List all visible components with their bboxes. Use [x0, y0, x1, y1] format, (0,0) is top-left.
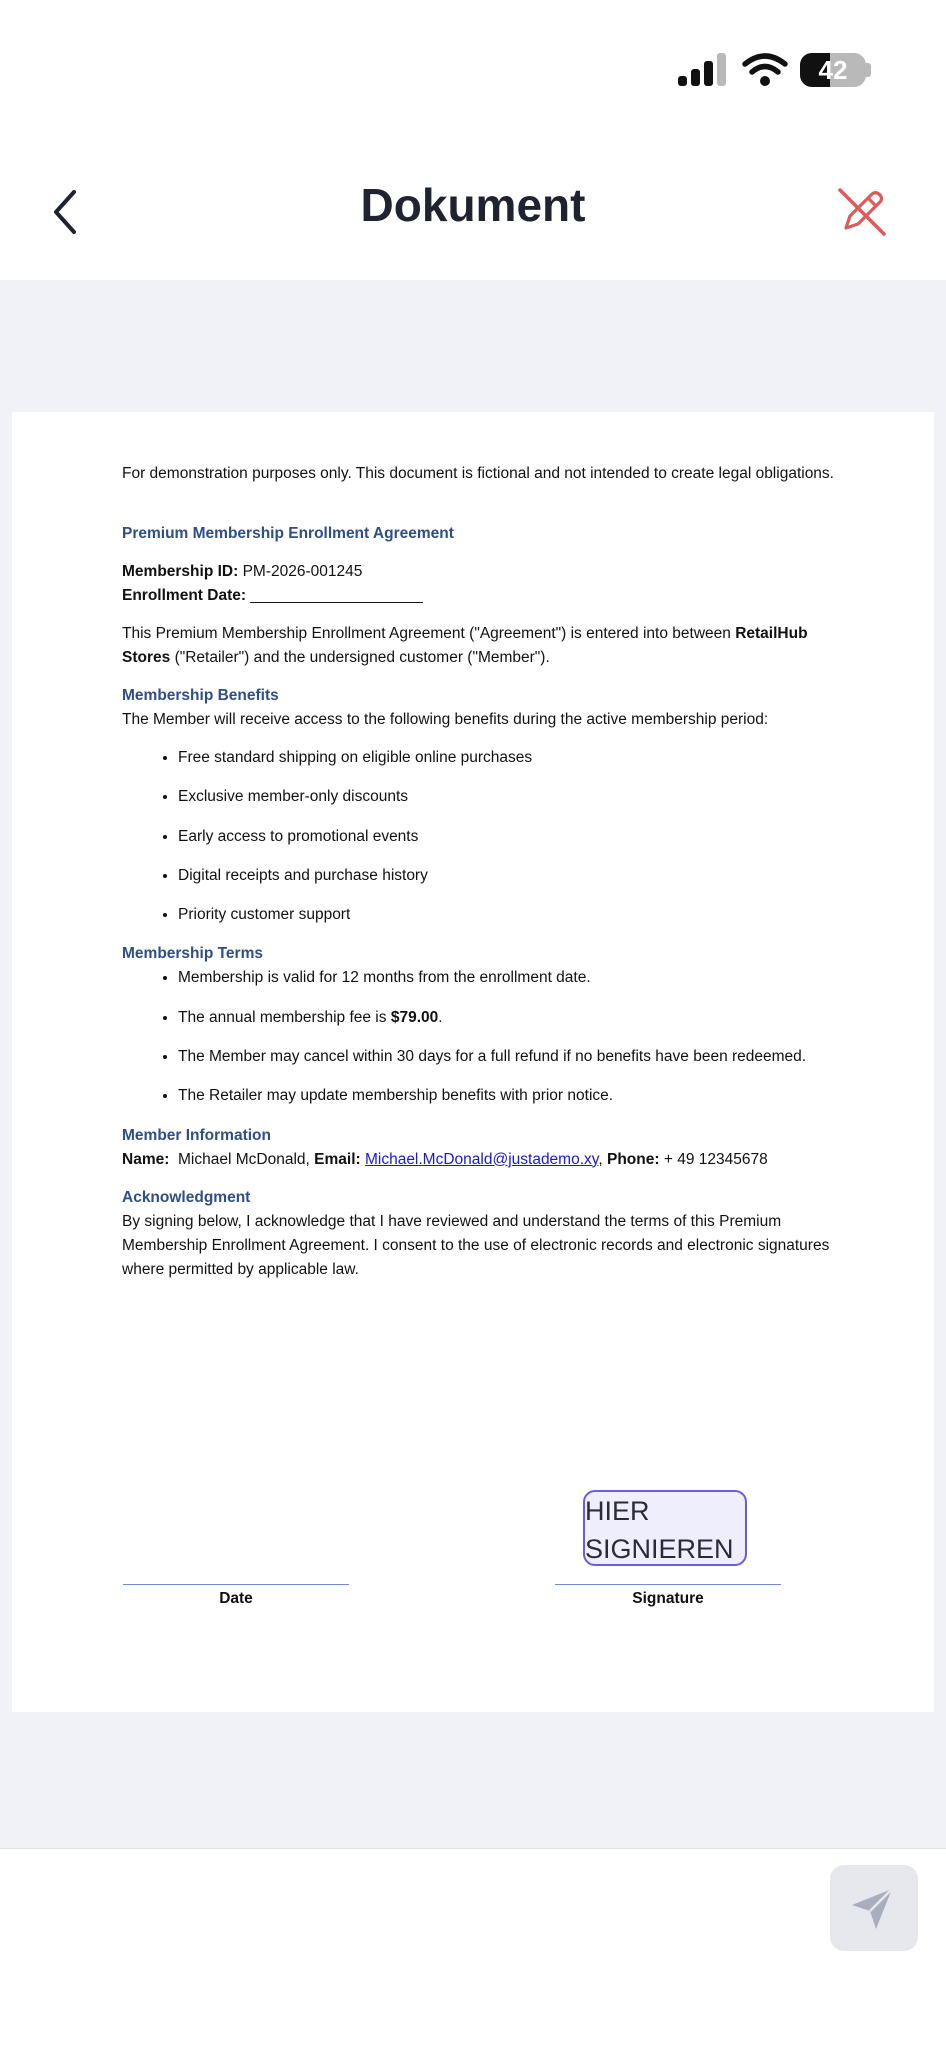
name-label: Name: — [122, 1150, 170, 1168]
list-item: • The Member may cancel within 30 days for a full refund if no benefits have been redeemed. — [178, 1045, 842, 1069]
acknowledgment-text: By signing below, I acknowledge that I have reviewed and understand the terms of this Premium Membership Enrollment Agreement. I consent to the use of electronic records and electronic signatures where permitted by applicable law. — [122, 1212, 830, 1278]
membership-id-label: Membership ID: — [122, 563, 239, 580]
email-link[interactable]: Michael.McDonald@justademo.xy — [364, 1150, 599, 1168]
battery-tip — [866, 63, 871, 77]
wifi-icon — [742, 52, 788, 88]
enrollment-date-label: Enrollment Date: — [122, 587, 247, 604]
battery-level: 42 — [818, 55, 848, 85]
cellular-signal-icon — [678, 52, 728, 86]
list-item: • Free standard shipping on eligible online purchases — [178, 746, 842, 770]
list-item: • The Retailer may update membership benefits with prior notice. — [178, 1084, 842, 1108]
terms-heading: Membership Terms — [122, 945, 263, 963]
date-label: Date — [219, 1590, 253, 1607]
pen-off-icon — [832, 182, 892, 242]
header — [0, 140, 946, 280]
status-bar — [0, 0, 946, 140]
email-label: Email: — [314, 1150, 361, 1168]
list-item: • Membership is valid for 12 months from the enrollment date. — [178, 966, 842, 990]
member-info-heading: Member Information — [122, 1126, 271, 1144]
battery-icon — [800, 53, 866, 87]
benefits-heading: Membership Benefits — [122, 687, 279, 704]
member-info-line: Name: Michael McDonald, Email: Michael.McDonald@justademo.xy, Phone: + 49 12345678 — [122, 1150, 768, 1168]
list-item — [178, 1006, 842, 1030]
signature-label: Signature — [632, 1590, 704, 1607]
send-button[interactable] — [830, 1865, 918, 1951]
phone-value: + 49 12345678 — [663, 1150, 768, 1168]
date-line — [123, 1584, 349, 1585]
terms-list — [122, 966, 842, 1108]
fee-text: The annual membership fee is — [178, 1008, 387, 1026]
list-item: • Early access to promotional events — [178, 825, 842, 849]
intro-text-2: ("Retailer") and the undersigned customer ("Member"). — [174, 649, 550, 666]
sign-here-text-line1: HIER — [585, 1496, 650, 1526]
fee-amount: $79.00 — [390, 1008, 439, 1026]
membership-id-line — [122, 560, 842, 584]
benefits-intro: The Member will receive access to the following benefits during the active membership period: — [122, 711, 769, 728]
acknowledgment-heading: Acknowledgment — [122, 1188, 251, 1206]
list-item: • Digital receipts and purchase history — [178, 864, 842, 888]
document-viewer[interactable] — [0, 280, 946, 1848]
document-heading: Premium Membership Enrollment Agreement — [122, 525, 454, 542]
membership-id-value: PM-2026-001245 — [242, 563, 363, 580]
list-item: • Exclusive member-only discounts — [178, 785, 842, 809]
enrollment-date-blank: ____________________ — [250, 587, 423, 604]
fee-period: . — [438, 1008, 443, 1026]
benefits-list — [122, 746, 842, 927]
enrollment-date-line — [122, 584, 842, 608]
disclaimer: For demonstration purposes only. This document is fictional and not intended to create legal obligations. — [122, 465, 834, 482]
signature-line — [555, 1584, 781, 1585]
document-page — [12, 412, 934, 1712]
paper-plane-icon — [830, 1865, 918, 1951]
discard-button[interactable] — [832, 182, 892, 242]
sign-here-field[interactable] — [583, 1490, 747, 1566]
bottom-bar — [0, 1848, 946, 2049]
document-content — [122, 462, 842, 1282]
name-value: Michael McDonald, — [178, 1150, 310, 1168]
intro-company: RetailHub Stores — [122, 625, 808, 666]
intro-text: This Premium Membership Enrollment Agreement ("Agreement") is entered into between — [122, 625, 731, 642]
page-title: Dokument — [360, 179, 586, 231]
sign-here-text-line2: SIGNIEREN — [585, 1534, 734, 1564]
list-item: • Priority customer support — [178, 903, 842, 927]
intro-paragraph — [122, 622, 842, 670]
phone-label: Phone: — [607, 1150, 660, 1168]
